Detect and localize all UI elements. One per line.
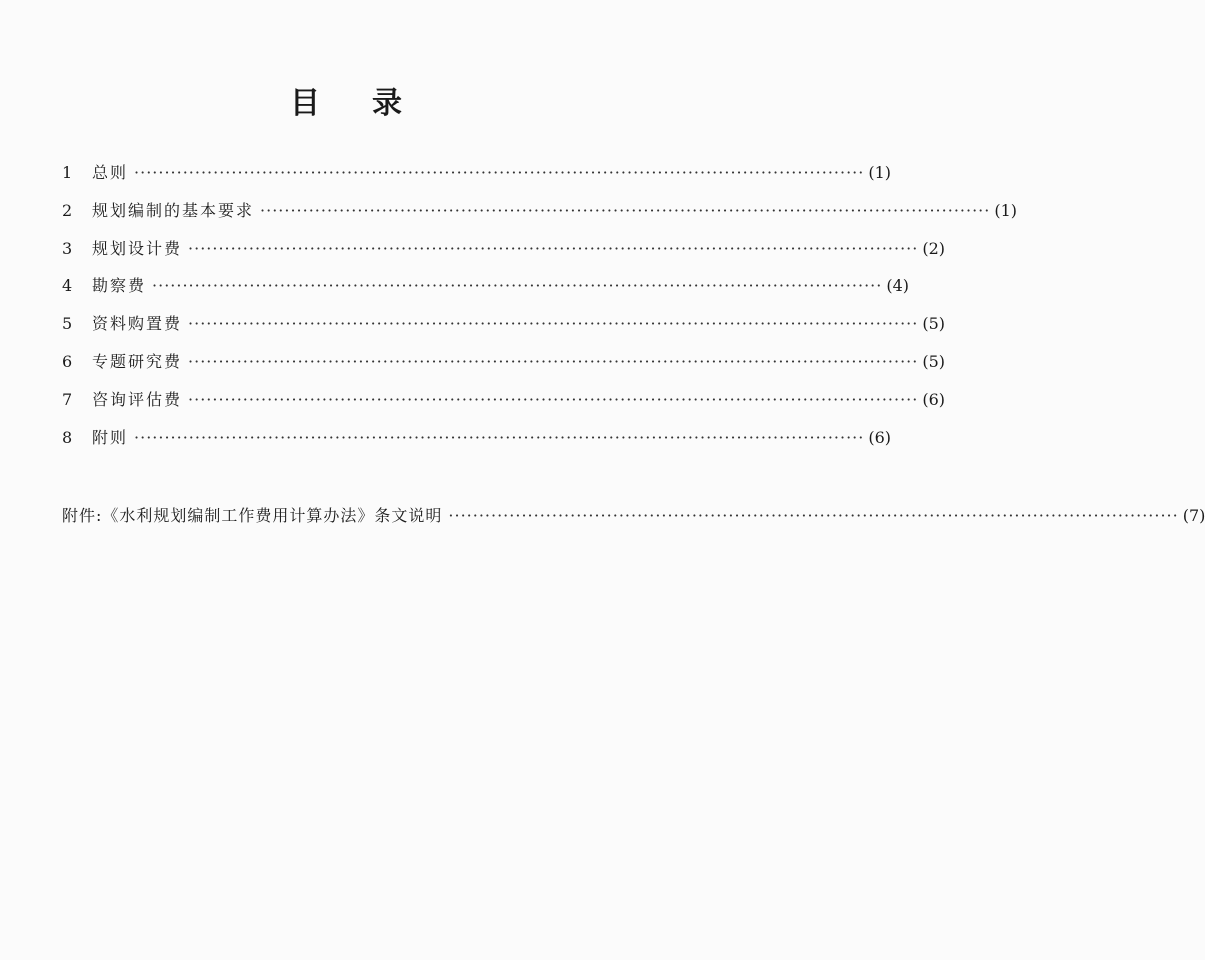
toc-label: 咨询评估费	[92, 389, 183, 409]
toc-label: 专题研究费	[92, 351, 183, 371]
toc-number: 6	[62, 351, 73, 371]
toc-label: 总则	[92, 163, 129, 182]
toc-label: 勘察费	[92, 276, 147, 296]
toc-number: 8	[62, 427, 73, 447]
toc-page-number: (1)	[994, 200, 1017, 220]
appendix-page-number: (7)	[1182, 506, 1205, 525]
toc-entry[interactable]	[62, 425, 891, 463]
toc-entry[interactable]	[62, 273, 909, 311]
toc-page-number: (2)	[922, 238, 945, 258]
toc-leader: ························································································································	[448, 506, 1179, 525]
toc-leader: ························································································································	[260, 200, 991, 220]
toc-label: 资料购置费	[92, 314, 183, 334]
toc-entry[interactable]	[62, 198, 1017, 236]
toc-number: 1	[62, 163, 73, 182]
toc-leader: ························································································································	[188, 238, 919, 258]
toc-leader: ························································································································	[188, 389, 919, 409]
toc-page-number: (5)	[922, 351, 945, 371]
toc-number: 3	[62, 238, 73, 258]
toc-label: 规划设计费	[92, 238, 183, 258]
toc-leader: ························································································································	[152, 276, 883, 296]
title-char-1: 目	[290, 86, 320, 121]
appendix-entry[interactable]	[62, 503, 1205, 541]
toc-leader: ························································································································	[188, 351, 919, 371]
toc-entry[interactable]	[62, 160, 891, 198]
toc-page-number: (5)	[922, 314, 945, 334]
toc-number: 5	[62, 314, 73, 334]
toc-leader: ························································································································	[134, 163, 865, 182]
toc-page-number: (1)	[868, 163, 891, 182]
table-of-contents	[62, 160, 1017, 462]
toc-entry[interactable]	[62, 387, 945, 425]
toc-label: 附则	[92, 427, 129, 447]
toc-leader: ························································································································	[134, 427, 865, 447]
toc-page-number: (6)	[922, 389, 945, 409]
toc-page-number: (6)	[868, 427, 891, 447]
toc-number: 4	[62, 276, 73, 296]
toc-entry[interactable]	[62, 311, 945, 349]
toc-entry[interactable]	[62, 349, 945, 387]
toc-number: 7	[62, 389, 73, 409]
toc-entry[interactable]	[62, 236, 945, 274]
toc-page-number: (4)	[886, 276, 909, 296]
appendix-label: 附件:《水利规划编制工作费用计算办法》条文说明	[62, 506, 443, 525]
page-title	[0, 78, 692, 122]
toc-leader: ························································································································	[188, 314, 919, 334]
toc-number: 2	[62, 200, 73, 220]
title-char-2: 录	[372, 86, 402, 121]
toc-label: 规划编制的基本要求	[92, 200, 255, 220]
